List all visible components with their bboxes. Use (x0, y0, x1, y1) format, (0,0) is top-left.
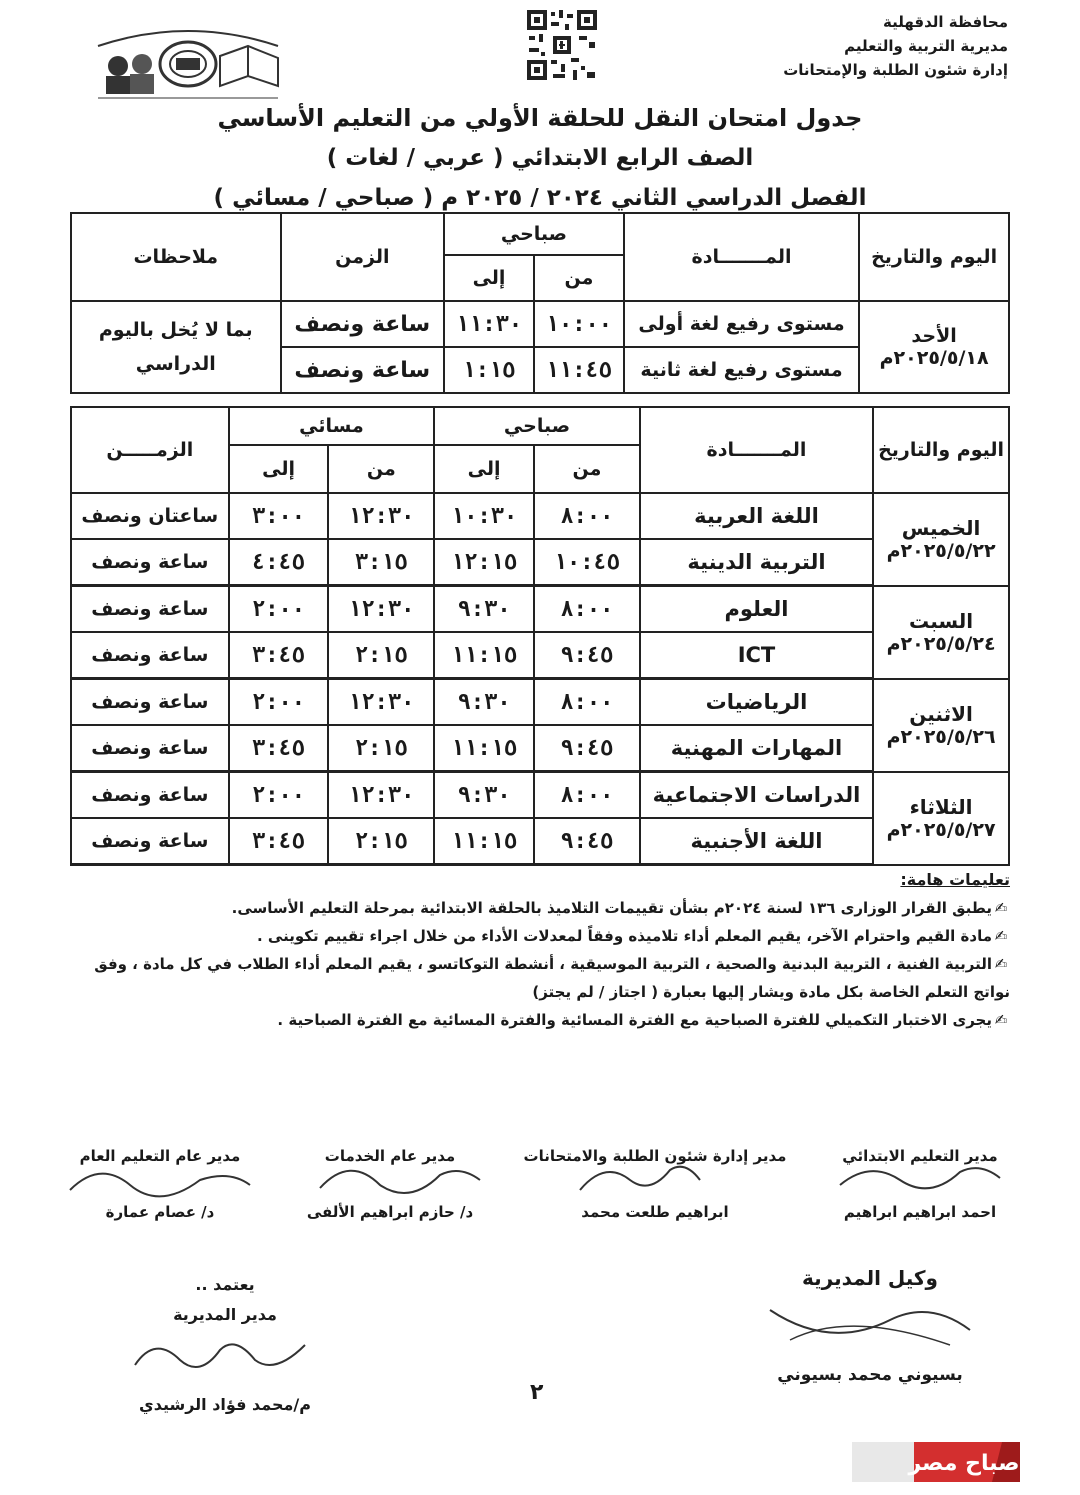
evening-to-cell: ٣:٤٥ (229, 818, 329, 865)
day-date-cell (873, 679, 1009, 772)
instruction-text: التربية الفنية ، التربية البدنية والصحية ، التربية الموسيقية ، أنشطة التوكاتسو ، يقيم المعلم أداء الطلاب في كل مادة ، وفق نواتج التعلم الخاصة بكل مادة ويشار إليها بعبارة ( اجتاز / لم يجتز) (94, 955, 1010, 1001)
approval-signature-icon (125, 1330, 325, 1380)
organization-block (768, 10, 1008, 82)
header-morning: صباحي (434, 407, 640, 445)
deputy-name: بسيوني محمد بسيوني (777, 1365, 963, 1385)
exam-date: ٢٠٢٥/٥/٢٢م (886, 540, 996, 563)
deputy-signature-icon (750, 1290, 990, 1360)
duration-cell: ساعة ونصف (71, 632, 229, 679)
org-line: محافظة الدقهلية (883, 13, 1008, 31)
title-line-1: جدول امتحان النقل للحلقة الأولي من التعليم الأساسي (217, 104, 863, 132)
instruction-item (60, 894, 1010, 922)
document-title-block (60, 98, 1020, 218)
signature-name: د/ عصام عمارة (105, 1203, 215, 1221)
morning-from-cell: ٨:٠٠ (534, 772, 640, 819)
instruction-text: يجرى الاختبار التكميلي للفترة الصباحية مع الفترة المسائية والفترة المسائية مع الفترة الصباحية . (277, 1011, 992, 1029)
day-date-cell (873, 493, 1009, 586)
evening-from-cell: ٢:١٥ (328, 725, 434, 772)
day-date-cell (859, 301, 1009, 393)
table-row (71, 301, 1009, 347)
morning-from-cell: ٨:٠٠ (534, 586, 640, 633)
subject-cell: مستوى رفيع لغة أولى (624, 301, 859, 347)
day-name: الاثنين (909, 702, 973, 726)
duration-cell: ساعة ونصف (71, 539, 229, 586)
table-row (71, 679, 1009, 726)
header-subject: المـــــــادة (640, 407, 873, 493)
watermark-logo (852, 1440, 1020, 1484)
table-row (71, 818, 1009, 865)
evening-to-cell: ٢:٠٠ (229, 679, 329, 726)
header-day-date: اليوم والتاريخ (859, 213, 1009, 301)
handwritten-signatures-icon (60, 1150, 1020, 1210)
evening-from-cell: ٢:١٥ (328, 818, 434, 865)
exam-date: ٢٠٢٥/٥/١٨م (879, 347, 989, 369)
to-cell: ١١:٣٠ (444, 301, 534, 347)
instructions-heading: تعليمات هامة: (900, 870, 1010, 889)
subject-cell: المهارات المهنية (640, 725, 873, 772)
org-line: إدارة شئون الطلبة والإمتحانات (783, 61, 1008, 79)
header-day-date: اليوم والتاريخ (873, 407, 1009, 493)
duration-cell: ساعة ونصف (71, 725, 229, 772)
evening-to-cell: ٣:٤٥ (229, 632, 329, 679)
from-cell: ١١:٤٥ (534, 347, 624, 393)
subject-cell: الدراسات الاجتماعية (640, 772, 873, 819)
morning-to-cell: ١٠:٣٠ (434, 493, 534, 539)
ministry-logo-icon (88, 16, 288, 104)
approval-block (100, 1270, 350, 1420)
exam-date: ٢٠٢٥/٥/٢٦م (886, 726, 996, 748)
duration-cell: ساعة ونصف (281, 347, 445, 393)
table-row (71, 586, 1009, 633)
morning-to-cell: ١١:١٥ (434, 632, 534, 679)
watermark-text: صباح مصر (908, 1451, 1020, 1476)
deputy-block (740, 1266, 1000, 1385)
subject-cell: ICT (640, 632, 873, 679)
header-duration: الزمن (281, 213, 445, 301)
signature-name: احمد ابراهيم ابراهيم (843, 1203, 997, 1221)
exam-date: ٢٠٢٥/٥/٢٤م (886, 633, 996, 655)
instruction-text: يطبق القرار الوزارى ١٣٦ لسنة ٢٠٢٤م بشأن تقييمات التلاميذ بالحلقة الابتدائية بمرحلة التعليم الأساسى. (231, 899, 992, 917)
day-date-cell (873, 772, 1009, 865)
duration-cell: ساعة ونصف (71, 772, 229, 819)
page-number: ٢ (530, 1380, 544, 1405)
title-line-2: الصف الرابع الابتدائي ( عربي / لغات ) (326, 145, 754, 171)
subject-cell: اللغة الأجنبية (640, 818, 873, 865)
org-line: مديرية التربية والتعليم (844, 37, 1008, 55)
table-row (71, 493, 1009, 539)
signature-title: مدير عام الخدمات (324, 1147, 456, 1165)
morning-to-cell: ١٢:١٥ (434, 539, 534, 586)
morning-from-cell: ١٠:٤٥ (534, 539, 640, 586)
evening-to-cell: ٢:٠٠ (229, 772, 329, 819)
morning-to-cell: ١١:١٥ (434, 818, 534, 865)
evening-from-cell: ٣:١٥ (328, 539, 434, 586)
duration-cell: ساعة ونصف (281, 301, 445, 347)
morning-from-cell: ٨:٠٠ (534, 679, 640, 726)
qr-code-icon (525, 8, 599, 82)
header-notes: ملاحظات (71, 213, 281, 301)
day-name: الخميس (901, 516, 981, 541)
instruction-text: مادة القيم واحترام الآخر، يقيم المعلم أداء تلاميذه وفقاً لمعدلات الأداء من خلال اجراء تقييم تكوينى . (257, 927, 992, 945)
header-evening: مسائي (229, 407, 435, 445)
header-evening-to: إلى (229, 445, 329, 493)
signature-title: مدير عام التعليم العام (79, 1147, 241, 1165)
morning-from-cell: ٩:٤٥ (534, 818, 640, 865)
morning-to-cell: ٩:٣٠ (434, 679, 534, 726)
day-date-cell (873, 586, 1009, 679)
morning-to-cell: ١١:١٥ (434, 725, 534, 772)
morning-from-cell: ٩:٤٥ (534, 725, 640, 772)
pen-icon: ✍ (994, 1011, 1008, 1029)
day-name: الثلاثاء (909, 795, 973, 819)
morning-from-cell: ٨:٠٠ (534, 493, 640, 539)
duration-cell: ساعة ونصف (71, 679, 229, 726)
from-cell: ١٠:٠٠ (534, 301, 624, 347)
pen-icon: ✍ (994, 955, 1008, 973)
table-row (71, 539, 1009, 586)
evening-from-cell: ١٢:٣٠ (328, 772, 434, 819)
morning-to-cell: ٩:٣٠ (434, 772, 534, 819)
main-exam-table (70, 406, 1010, 866)
subject-cell: العلوم (640, 586, 873, 633)
exam-date: ٢٠٢٥/٥/٢٧م (886, 819, 996, 841)
to-cell: ١:١٥ (444, 347, 534, 393)
pen-icon: ✍ (994, 927, 1008, 945)
approval-title: مدير المديرية (173, 1305, 277, 1324)
evening-to-cell: ٣:٤٥ (229, 725, 329, 772)
instruction-item (60, 1006, 1010, 1034)
approval-name: م/محمد فؤاد الرشيدي (139, 1395, 311, 1414)
signature-title: مدير التعليم الابتدائي (842, 1147, 998, 1165)
signature-name: د/ حازم ابراهيم الألفى (306, 1203, 474, 1221)
duration-cell: ساعة ونصف (71, 818, 229, 865)
header-evening-from: من (328, 445, 434, 493)
duration-cell: ساعتان ونصف (71, 493, 229, 539)
evening-from-cell: ٢:١٥ (328, 632, 434, 679)
evening-from-cell: ١٢:٣٠ (328, 586, 434, 633)
evening-from-cell: ١٢:٣٠ (328, 679, 434, 726)
pen-icon: ✍ (994, 899, 1008, 917)
approval-label: يعتمد .. (195, 1275, 255, 1294)
header-to: إلى (444, 255, 534, 301)
table-row (71, 632, 1009, 679)
evening-to-cell: ٣:٠٠ (229, 493, 329, 539)
evening-from-cell: ١٢:٣٠ (328, 493, 434, 539)
evening-to-cell: ٤:٤٥ (229, 539, 329, 586)
instruction-item (60, 950, 1010, 1006)
header-subject: المـــــــادة (624, 213, 859, 301)
day-name: الأحد (911, 325, 957, 347)
table-row (71, 772, 1009, 819)
day-name: السبت (909, 609, 974, 633)
deputy-title: وكيل المديرية (802, 1266, 938, 1290)
header-duration: الزمـــــن (71, 407, 229, 493)
morning-to-cell: ٩:٣٠ (434, 586, 534, 633)
advanced-level-exam-table (70, 212, 1010, 394)
title-line-3: الفصل الدراسي الثاني ٢٠٢٤ / ٢٠٢٥ م ( صباحي / مسائي ) (213, 185, 867, 211)
subject-cell: التربية الدينية (640, 539, 873, 586)
notes-cell: بما لا يُخل باليوم الدراسي (71, 301, 281, 393)
header-morning: صباحي (444, 213, 624, 255)
header-morning-to: إلى (434, 445, 534, 493)
instructions-block (60, 866, 1010, 1034)
subject-cell: اللغة العربية (640, 493, 873, 539)
subject-cell: مستوى رفيع لغة ثانية (624, 347, 859, 393)
signature-name: ابراهيم طلعت محمد (581, 1203, 729, 1221)
evening-to-cell: ٢:٠٠ (229, 586, 329, 633)
instruction-item (60, 922, 1010, 950)
header-morning-from: من (534, 445, 640, 493)
duration-cell: ساعة ونصف (71, 586, 229, 633)
morning-from-cell: ٩:٤٥ (534, 632, 640, 679)
header-from: من (534, 255, 624, 301)
table-row (71, 725, 1009, 772)
signature-title: مدير إدارة شئون الطلبة والامتحانات (523, 1147, 787, 1165)
subject-cell: الرياضيات (640, 679, 873, 726)
exam-rows (71, 493, 1009, 865)
